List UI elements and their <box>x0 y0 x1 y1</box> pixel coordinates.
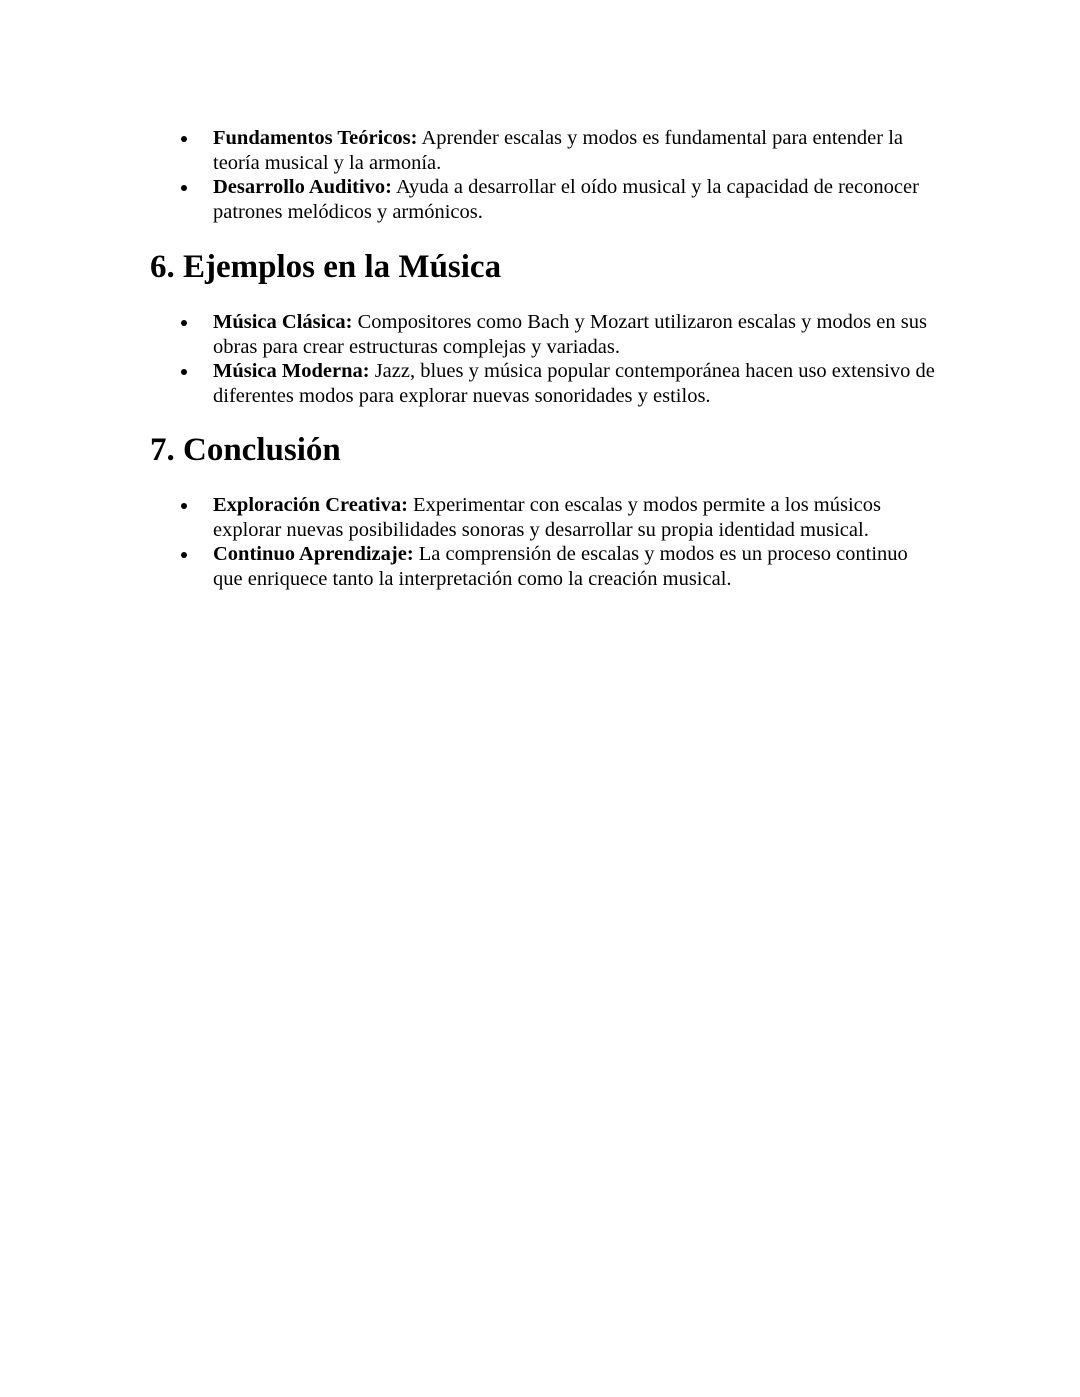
item-text: La comprensión de escalas y modos es un proceso continuo que enriquece tanto la interpretación como la creación musical. <box>213 543 908 590</box>
item-term: Música Moderna: <box>213 360 370 382</box>
section-7-bullet-list <box>150 493 940 591</box>
section-6-bullet-list <box>150 310 940 408</box>
list-item <box>150 310 940 359</box>
bullet-icon <box>181 185 187 191</box>
bullet-icon <box>181 552 187 558</box>
bullet-icon <box>181 320 187 326</box>
item-term: Exploración Creativa: <box>213 494 408 516</box>
item-text: Ayuda a desarrollar el oído musical y la capacidad de reconocer patrones melódicos y armónicos. <box>213 176 919 223</box>
item-text: Experimentar con escalas y modos permite a los músicos explorar nuevas posibilidades sonoras y desarrollar su propia identidad musical. <box>213 494 882 541</box>
section-7-heading: 7. Conclusión <box>150 432 341 468</box>
list-item <box>150 542 940 591</box>
list-item <box>150 493 940 542</box>
list-item <box>150 359 940 408</box>
section-6-heading: 6. Ejemplos en la Música <box>150 249 502 285</box>
bullet-icon <box>181 503 187 509</box>
item-term: Fundamentos Teóricos: <box>213 127 418 149</box>
item-term: Desarrollo Auditivo: <box>213 176 392 198</box>
bullet-icon <box>181 369 187 375</box>
item-text: Aprender escalas y modos es fundamental para entender la teoría musical y la armonía. <box>213 127 903 174</box>
list-item <box>150 126 940 175</box>
list-item <box>150 175 940 224</box>
intro-bullet-list <box>150 126 940 224</box>
bullet-icon <box>181 136 187 142</box>
item-term: Música Clásica: <box>213 311 353 333</box>
item-text: Compositores como Bach y Mozart utilizaron escalas y modos en sus obras para crear estructuras complejas y variadas. <box>213 311 927 358</box>
item-text: Jazz, blues y música popular contemporánea hacen uso extensivo de diferentes modos para explorar nuevas sonoridades y estilos. <box>213 360 935 407</box>
item-term: Continuo Aprendizaje: <box>213 543 414 565</box>
